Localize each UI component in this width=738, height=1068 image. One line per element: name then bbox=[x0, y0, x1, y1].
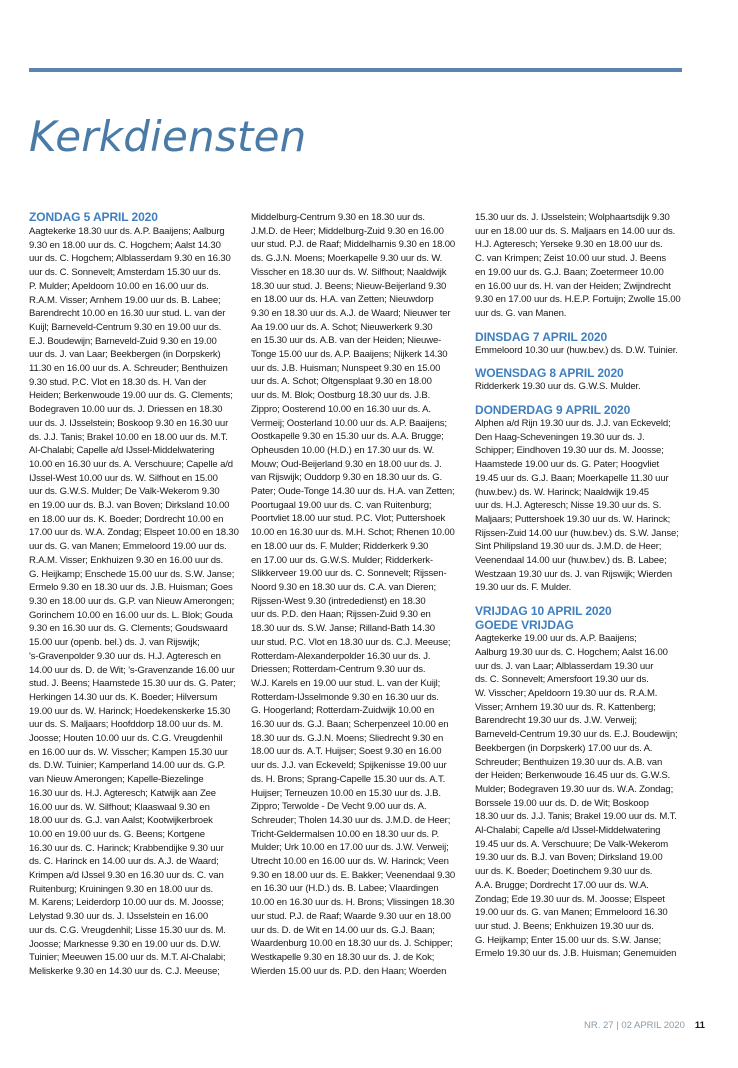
service-list: Aagtekerke 19.00 uur ds. A.P. Baaijens; Aalburg 19.30 uur ds. C. Hogchem; Aalst 16.00 uur ds. J. van Laar; Alblasserdam 19.30 uur ds. C. Sonnevelt; Amersfoort 19.30 uur ds. W. Visscher; Apeldoorn 19.30 uur ds. R.A.M. Visser; Arnhem 19.30 uur ds. R. Kattenberg; Barendrecht 19.30 uur ds. J.W. Verweij; Barneveld-Centrum 19.30 uur ds. E.J. Boudewijn; Beekbergen (in Dorpskerk) 17.00 uur ds. A. Schreuder; Benthuizen 19.30 uur ds. A.B. van der Heiden; Berkenwoude 16.45 uur ds. G.W.S. Mulder; Bodegraven 19.30 uur ds. W.A. Zondag; Borssele 19.00 uur ds. D. de Wit; Boskoop 18.30 uur ds. J.J. Tanis; Brakel 19.00 uur ds. M.T. Al-Chalabi; Capelle a/d IJssel-Middelwatering 19.45 uur ds. A. Verschuure; De Valk-Wekerom 19.30 uur ds. B.J. van Boven; Dirksland 19.00 uur ds. K. Boeder; Doetinchem 9.30 uur ds. A.A. Brugge; Dordrecht 17.00 uur ds. W.A. Zondag; Ede 19.30 uur ds. M. Joosse; Elspeet 19.00 uur ds. G. van Manen; Emmeloord 16.30 uur stud. J. Beens; Enkhuizen 19.30 uur ds. G. Heijkamp; Enter 15.00 uur ds. S.W. Janse; Ermelo 19.30 uur ds. J.B. Huisman; Genemuiden bbox=[475, 633, 678, 960]
issue-label: NR. 27 | 02 APRIL 2020 bbox=[584, 1020, 685, 1031]
service-list: Ridderkerk 19.30 uur ds. G.W.S. Mulder. bbox=[475, 381, 641, 393]
page-footer bbox=[584, 1020, 705, 1031]
service-list: Aagtekerke 18.30 uur ds. A.P. Baaijens; Aalburg 9.30 en 18.00 uur ds. C. Hogchem; Aalst 14.30 uur ds. C. Hogchem; Alblasserdam 9.30 en 16.30 uur ds. C. Sonnevelt; Amsterdam 15.30 uur ds. P. Mulder; Apeldoorn 10.00 en 16.00 uur ds. R.A.M. Visser; Arnhem 19.00 uur ds. B. Labee; Barendrecht 10.00 en 16.30 uur stud. L. van der Kuijl; Barneveld-Centrum 9.30 en 19.00 uur ds. E.J. Boudewijn; Barneveld-Zuid 9.30 en 19.00 uur ds. J. van Laar; Beekbergen (in Dorpskerk) 11.30 en 16.00 uur ds. A. Schreuder; Benthuizen 9.30 stud. P.C. Vlot en 18.30 ds. H. Van der Heiden; Berkenwoude 19.00 uur ds. G. Clements; Bodegraven 10.00 uur ds. J. Driessen en 18.30 uur ds. J. IJsselstein; Boskoop 9.30 en 16.30 uur ds. J.J. Tanis; Brakel 10.00 en 18.00 uur ds. M.T. Al-Chalabi; Capelle a/d IJssel-Middelwatering 10.00 en 16.30 uur ds. A. Verschuure; Capelle a/d IJssel-West 10.00 uur ds. W. Silfhout en 15.00 uur ds. G.W.S. Mulder; De Valk-Wekerom 9.30 en 19.00 uur ds. B.J. van Boven; Dirksland 10.00 en 18.00 uur ds. K. Boeder; Dordrecht 10.00 en 17.00 uur ds. W.A. Zondag; Elspeet 10.00 en 18.30 uur ds. G. van Manen; Emmeloord 19.00 uur ds. R.A.M. Visser; Enkhuizen 9.30 en 16.00 uur ds. G. Heijkamp; Enschede 15.00 uur ds. S.W. Janse; Ermelo 9.30 en 18.30 uur ds. J.B. Huisman; Goes 9.30 en 18.00 uur ds. G.P. van Nieuw Amerongen; Gorinchem 10.00 en 16.00 uur ds. L. Blok; Gouda 9.30 en 16.30 uur ds. G. Clements; Goudswaard 15.00 uur (openb. bel.) ds. J. van Rijswijk; 's-Gravenpolder 9.30 uur ds. H.J. Agteresch en 14.00 uur ds. D. de Wit; 's-Gravenzande 16.00 uur stud. J. Beens; Haamstede 15.30 uur ds. G. Pater; Herkingen 14.30 uur ds. K. Boeder; Hilversum 19.00 uur ds. W. Harinck; Hoedekenskerke 15.30 uur ds. S. Maljaars; Hoofddorp 18.00 uur ds. M. Joosse; Houten 10.00 uur ds. C.G. Vreugdenhil en 16.00 uur ds. W. Visscher; Kampen 15.30 uur ds. D.W. Tuinier; Kamperland 14.00 uur ds. G.P. van Nieuw Amerongen; Kapelle-Biezelinge 16.30 uur ds. H.J. Agteresch; Katwijk aan Zee 16.00 uur ds. W. Silfhout; Klaaswaal 9.30 en 18.00 uur ds. G.J. van Aalst; Kootwijkerbroek 10.00 en 19.00 uur ds. G. Beens; Kortgene 16.30 uur ds. C. Harinck; Krabbendijke 9.30 uur ds. C. Harinck en 14.00 uur ds. A.J. de Waard; Krimpen a/d IJssel 9.30 en 16.30 uur ds. C. van Ruitenburg; Kruiningen 9.30 en 18.00 uur ds. M. Karens; Leiderdorp 10.00 uur ds. M. Joosse; Lelystad 9.30 uur ds. J. IJsselstein en 16.00 uur ds. C.G. Vreugdenhil; Lisse 15.30 uur ds. M. Joosse; Marknesse 9.30 en 19.00 uur ds. D.W. Tuinier; Meeuwen 15.00 uur ds. M.T. Al-Chalabi; Meliskerke 9.30 en 14.30 uur ds. C.J. Meeuse; bbox=[29, 226, 239, 977]
page-title: Kerkdiensten bbox=[29, 112, 307, 161]
column-2 bbox=[251, 211, 463, 978]
service-list: 15.30 uur ds. J. IJsselstein; Wolphaartsdijk 9.30 uur en 18.00 uur ds. S. Maljaars en 14.00 uur ds. H.J. Agteresch; Yerseke 9.30 en 18.00 uur ds. C. van Krimpen; Zeist 10.00 uur stud. J. Beens en 19.00 uur ds. G.J. Baan; Zoetermeer 10.00 en 16.00 uur ds. H. van der Heiden; Zwijndrecht 9.30 en 17.00 uur ds. H.E.P. Fortuijn; Zwolle 15.00 uur ds. G. van Manen. bbox=[475, 212, 681, 319]
day-heading: VRIJDAG 10 APRIL 2020 GOEDE VRIJDAG bbox=[475, 604, 612, 633]
service-list: Alphen a/d Rijn 19.30 uur ds. J.J. van Eckeveld; Den Haag-Scheveningen 19.30 uur ds. J. Schipper; Eindhoven 19.30 uur ds. M. Joosse; Haamstede 19.00 uur ds. G. Pater; Hoogvliet 19.45 uur ds. G.J. Baan; Moerkapelle 11.30 uur (huw.bev.) ds. W. Harinck; Naaldwijk 19.45 uur ds. H.J. Agteresch; Nisse 19.30 uur ds. S. Maljaars; Puttershoek 19.30 uur ds. W. Harinck; Rijssen-Zuid 14.00 uur (huw.bev.) ds. S.W. Janse; Sint Philipsland 19.30 uur ds. J.M.D. de Heer; Veenendaal 14.00 uur (huw.bev.) ds. B. Labee; Westzaan 19.30 uur ds. J. van Rijswijk; Wierden 19.30 uur ds. F. Mulder. bbox=[475, 418, 679, 594]
day-heading: ZONDAG 5 APRIL 2020 bbox=[29, 210, 158, 224]
top-rule bbox=[29, 68, 682, 72]
column-3 bbox=[475, 211, 687, 961]
day-heading: DINSDAG 7 APRIL 2020 bbox=[475, 329, 608, 344]
page-number: 11 bbox=[694, 1020, 705, 1031]
service-list: Emmeloord 10.30 uur (huw.bev.) ds. D.W. Tuinier. bbox=[475, 344, 678, 356]
column-1 bbox=[29, 210, 239, 979]
day-heading: WOENSDAG 8 APRIL 2020 bbox=[475, 366, 624, 381]
day-heading: DONDERDAG 9 APRIL 2020 bbox=[475, 403, 631, 418]
service-list: Middelburg-Centrum 9.30 en 18.30 uur ds. J.M.D. de Heer; Middelburg-Zuid 9.30 en 16.00 uur stud. P.J. de Raaf; Middelharnis 9.30 en 18.00 ds. G.J.N. Moens; Moerkapelle 9.30 uur ds. W. Visscher en 18.30 uur ds. W. Silfhout; Naaldwijk 18.30 uur stud. J. Beens; Nieuw-Beijerland 9.30 en 18.00 uur ds. H.A. van Zetten; Nieuwdorp 9.30 en 18.30 uur ds. A.J. de Waard; Nieuwer ter Aa 19.00 uur ds. A. Schot; Nieuwerkerk 9.30 en 15.30 uur ds. A.B. van der Heiden; Nieuwe- Tonge 15.00 uur ds. A.P. Baaijens; Nijkerk 14.30 uur ds. J.B. Huisman; Nunspeet 9.30 en 15.00 uur ds. A. Schot; Oltgensplaat 9.30 en 18.00 uur ds. M. Blok; Oostburg 18.30 uur ds. J.B. Zippro; Oosterend 10.00 en 16.30 uur ds. A. Vermeij; Oosterland 10.00 uur ds. A.P. Baaijens; Oostkapelle 9.30 en 15.30 uur ds. A.A. Brugge; Opheusden 10.00 (H.D.) en 17.30 uur ds. W. Mouw; Oud-Beijerland 9.30 en 18.00 uur ds. J. van Rijswijk; Ouddorp 9.30 en 18.30 uur ds. G. Pater; Oude-Tonge 14.30 uur ds. H.A. van Zetten; Poortugaal 19.00 uur ds. C. van Ruitenburg; Poortvliet 18.00 uur stud. P.C. Vlot; Puttershoek 10.00 en 16.30 uur ds. M.H. Schot; Rhenen 10.00 en 18.00 uur ds. F. Mulder; Ridderkerk 9.30 en 17.00 uur ds. G.W.S. Mulder; Ridderkerk- Slikkerveer 19.00 uur ds. C. Sonnevelt; Rijssen- Noord 9.30 en 18.30 uur ds. C.A. van Dieren; Rijssen-West 9.30 (intrededienst) en 18.30 uur ds. P.D. den Haan; Rijssen-Zuid 9.30 en 18.30 uur ds. S.W. Janse; Rilland-Bath 14.30 uur stud. P.C. Vlot en 18.30 uur ds. C.J. Meeuse; Rotterdam-Alexanderpolder 16.30 uur ds. J. Driessen; Rotterdam-Centrum 9.30 uur ds. W.J. Karels en 19.00 uur stud. L. van der Kuijl; Rotterdam-IJsselmonde 9.30 en 16.30 uur ds. G. Hoogerland; Rotterdam-Zuidwijk 10.00 en 16.30 uur ds. G.J. Baan; Scherpenzeel 10.00 en 18.30 uur ds. G.J.N. Moens; Sliedrecht 9.30 en 18.00 uur ds. A.T. Huijser; Soest 9.30 en 16.00 uur ds. J.J. van Eckeveld; Spijkenisse 19.00 uur ds. H. Brons; Sprang-Capelle 15.30 uur ds. A.T. Huijser; Terneuzen 10.00 en 15.30 uur ds. J.B. Zippro; Terwolde - De Vecht 9.00 uur ds. A. Schreuder; Tholen 14.30 uur ds. J.M.D. de Heer; Tricht-Geldermalsen 10.00 en 18.30 uur ds. P. Mulder; Urk 10.00 en 17.00 uur ds. J.W. Verweij; Utrecht 10.00 en 16.00 uur ds. W. Harinck; Veen 9.30 en 18.00 uur ds. E. Bakker; Veenendaal 9.30 en 16.30 uur (H.D.) ds. B. Labee; Vlaardingen 10.00 en 16.30 uur ds. H. Brons; Vlissingen 18.30 uur stud. P.J. de Raaf; Waarde 9.30 uur en 18.00 uur ds. D. de Wit en 14.00 uur ds. G.J. Baan; Waardenburg 10.00 en 18.30 uur ds. J. Schipper; Westkapelle 9.30 en 18.30 uur ds. J. de Kok; Wierden 15.00 uur ds. P.D. den Haan; Woerden bbox=[251, 212, 456, 977]
